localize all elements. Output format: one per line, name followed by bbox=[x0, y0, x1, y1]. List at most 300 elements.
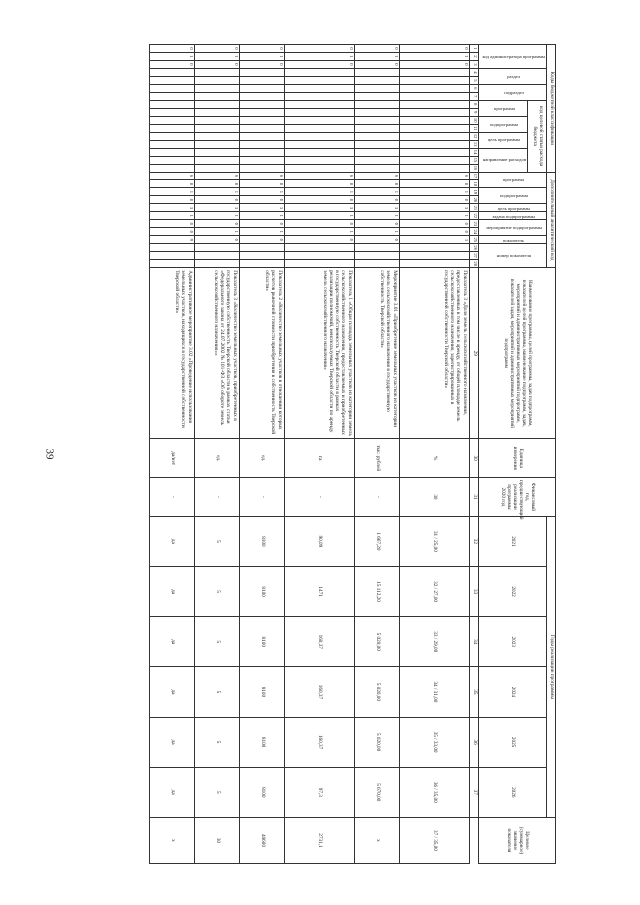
analytic-code-cell bbox=[399, 252, 469, 260]
code-cell bbox=[239, 108, 284, 116]
a-pokazatel-header: показатель bbox=[478, 236, 547, 244]
row-unit: ед. bbox=[194, 439, 239, 478]
analytic-code-cell bbox=[239, 244, 284, 252]
code-cell bbox=[149, 68, 194, 76]
analytic-code-cell bbox=[149, 260, 194, 268]
analytic-code-cell: 1 bbox=[149, 188, 194, 196]
analytic-code-cell: 3 bbox=[239, 204, 284, 212]
code-cell bbox=[354, 84, 399, 92]
analytic-code-cell bbox=[354, 244, 399, 252]
column-number-cell: 29 bbox=[469, 268, 478, 439]
analytic-code-cell bbox=[399, 244, 469, 252]
column-number-cell: 30 bbox=[469, 439, 478, 478]
analytic-code-cell: 0 bbox=[239, 196, 284, 204]
row-unit: ед. bbox=[239, 439, 284, 478]
row-year-value: 34 / 31,00 bbox=[399, 667, 469, 717]
code-cell bbox=[239, 100, 284, 108]
row-year-value: 5 bbox=[194, 667, 239, 717]
analytic-code-cell bbox=[239, 260, 284, 268]
column-number-cell: 14 bbox=[469, 148, 478, 156]
cel-programmy-header: цель программы bbox=[478, 132, 527, 148]
column-number-cell: 11 bbox=[469, 124, 478, 132]
row-year-value: да bbox=[149, 667, 194, 717]
column-number-cell: 4 bbox=[469, 68, 478, 76]
a-nomer-header: номер показателя bbox=[478, 244, 547, 268]
analytic-code-cell: 1 bbox=[194, 212, 239, 220]
code-cell bbox=[354, 116, 399, 124]
code-cell bbox=[354, 156, 399, 164]
code-cell bbox=[239, 124, 284, 132]
column-number-cell: 16 bbox=[469, 164, 478, 172]
code-cell bbox=[194, 124, 239, 132]
row-year-value: 160,37 bbox=[284, 617, 354, 667]
budget-table bbox=[149, 44, 556, 864]
code-cell bbox=[284, 148, 354, 156]
row-year-value: 5 020,00 bbox=[354, 617, 399, 667]
code-cell bbox=[399, 84, 469, 92]
table-row bbox=[149, 45, 194, 864]
column-number-cell: 33 bbox=[469, 566, 478, 616]
analytic-code-cell: 6 bbox=[354, 172, 399, 180]
code-cell bbox=[239, 84, 284, 92]
row-year-value: 5 bbox=[194, 767, 239, 817]
analytic-code-cell: 0 bbox=[194, 236, 239, 244]
table-row bbox=[194, 45, 239, 864]
row-year-value: 160,37 bbox=[284, 667, 354, 717]
row-target-value: х bbox=[354, 817, 399, 863]
code-cell bbox=[399, 148, 469, 156]
column-number-cell: 18 bbox=[469, 180, 478, 188]
admin-code-header: код администратора программы bbox=[478, 45, 547, 69]
row-target-value: 30 bbox=[194, 817, 239, 863]
code-cell: 1 bbox=[399, 52, 469, 60]
row-year-value: да bbox=[149, 717, 194, 767]
codes-group-header: Коды бюджетной классификации bbox=[547, 45, 556, 173]
row-unit: га bbox=[284, 439, 354, 478]
column-number-cell: 21 bbox=[469, 204, 478, 212]
code-cell bbox=[354, 164, 399, 172]
analytic-code-cell: 3 bbox=[194, 204, 239, 212]
podprogramma-header: подпрограмма bbox=[478, 116, 527, 132]
analytic-code-cell: 0 bbox=[194, 220, 239, 228]
row-target-value: 37 / 35,00 bbox=[399, 817, 469, 863]
row-year-value: 8100 bbox=[239, 717, 284, 767]
code-cell bbox=[399, 92, 469, 100]
budget-table-rotated bbox=[96, 44, 556, 864]
analytic-code-cell bbox=[284, 260, 354, 268]
analytic-code-cell: 0 bbox=[149, 220, 194, 228]
year-2022-header: 2022 bbox=[478, 566, 547, 616]
analytic-code-cell: 0 bbox=[284, 220, 354, 228]
row-year-value: да bbox=[149, 617, 194, 667]
analytic-code-cell bbox=[399, 260, 469, 268]
analytic-code-cell: 9 bbox=[149, 236, 194, 244]
table-row bbox=[239, 45, 284, 864]
code-cell bbox=[399, 132, 469, 140]
analytic-code-cell bbox=[194, 244, 239, 252]
column-number-cell: 15 bbox=[469, 156, 478, 164]
analytic-code-cell: 1 bbox=[194, 228, 239, 236]
code-cell bbox=[399, 156, 469, 164]
code-cell bbox=[149, 132, 194, 140]
code-cell bbox=[284, 132, 354, 140]
column-number-cell: 20 bbox=[469, 196, 478, 204]
column-number-cell: 12 bbox=[469, 132, 478, 140]
analytic-code-cell bbox=[194, 260, 239, 268]
analytic-code-cell bbox=[149, 252, 194, 260]
row-unit: тыс. рублей bbox=[354, 439, 399, 478]
code-cell bbox=[354, 108, 399, 116]
code-cell bbox=[399, 116, 469, 124]
column-number-cell: 6 bbox=[469, 84, 478, 92]
row-year-value: 31 / 25,00 bbox=[399, 516, 469, 566]
code-cell bbox=[149, 76, 194, 84]
code-cell: 0 bbox=[354, 45, 399, 53]
row-2020-value: - bbox=[239, 478, 284, 517]
analytic-group-header: Дополнительный аналитический код bbox=[547, 172, 556, 268]
analytic-code-cell: 6 bbox=[284, 172, 354, 180]
table-row bbox=[354, 45, 399, 864]
analytic-code-cell: 0 bbox=[284, 236, 354, 244]
code-cell: 1 bbox=[284, 52, 354, 60]
row-2020-value: 30 bbox=[399, 478, 469, 517]
name-column-header: Наименование программы, целей программы, задач подпрограмм, показателей целей программы, наименование подпрограмм, задач, мероприятий и административных мероприятий подпрограмм, показателей задач, мероприятий и административных мероприятий подпрограмм bbox=[478, 268, 555, 439]
column-number-cell: 2 bbox=[469, 52, 478, 60]
analytic-code-cell: 0 bbox=[354, 236, 399, 244]
code-cell: 0 bbox=[194, 60, 239, 68]
column-number-cell: 36 bbox=[469, 717, 478, 767]
column-number-cell: 7 bbox=[469, 92, 478, 100]
a-programma-header: программа bbox=[478, 172, 547, 188]
code-cell bbox=[284, 116, 354, 124]
row-name: Мероприятие 3.01 «Приобретение земельных участков из категории земель сельскохозяйственного назначения в государственную собственность Тверской области» bbox=[354, 268, 399, 439]
row-year-value: 97,3 bbox=[284, 767, 354, 817]
code-cell bbox=[354, 100, 399, 108]
code-cell bbox=[149, 156, 194, 164]
code-cell bbox=[239, 140, 284, 148]
row-2020-value: - bbox=[284, 478, 354, 517]
analytic-code-cell: 0 bbox=[399, 220, 469, 228]
code-cell: 0 bbox=[284, 60, 354, 68]
analytic-code-cell: 1 bbox=[149, 212, 194, 220]
row-year-value: 5 020,00 bbox=[354, 717, 399, 767]
row-year-value: 5 bbox=[194, 566, 239, 616]
row-name: Показатель 3 «Количество земельных участков, приобретенных в государственную собственность Тверской области в рамках статьи «Федерального закона от 24.07.2002 № 101-ФЗ «Об обороте земель сельскохозяйственного назначения»» bbox=[194, 268, 239, 439]
column-number-cell: 23 bbox=[469, 220, 478, 228]
row-unit: % bbox=[399, 439, 469, 478]
napravlenie-header: направление расходов bbox=[478, 148, 527, 172]
analytic-code-cell: 3 bbox=[284, 204, 354, 212]
column-number-cell: 35 bbox=[469, 667, 478, 717]
row-year-value: 8100 bbox=[239, 516, 284, 566]
podrazdel-header: подраздел bbox=[478, 84, 547, 100]
a-cel-header: цель программы bbox=[478, 204, 547, 212]
row-year-value: да bbox=[149, 767, 194, 817]
code-cell bbox=[354, 124, 399, 132]
analytic-code-cell bbox=[284, 252, 354, 260]
column-number-cell: 27 bbox=[469, 252, 478, 260]
code-cell bbox=[194, 100, 239, 108]
row-2020-value: - bbox=[194, 478, 239, 517]
analytic-code-cell: 8 bbox=[284, 180, 354, 188]
row-name: Показатель 3 «Доля земель сельскохозяйственного назначения, предоставленных в том числе в аренду, от общей площади земель сельскохозяйственного назначения, зарегистрированных в государственной собственности Тверской области» bbox=[399, 268, 469, 439]
row-year-value: 36 / 35,00 bbox=[399, 767, 469, 817]
code-cell bbox=[354, 92, 399, 100]
analytic-code-cell: 0 bbox=[354, 196, 399, 204]
analytic-code-cell: 1 bbox=[284, 228, 354, 236]
analytic-code-cell: 8 bbox=[399, 180, 469, 188]
row-year-value: 5 670,00 bbox=[354, 767, 399, 817]
analytic-code-cell bbox=[354, 260, 399, 268]
code-cell bbox=[239, 116, 284, 124]
row-name: Административное мероприятие 3.02 «Проведение использования земельных участков, находящихся в государственной собственности Тверской области» bbox=[149, 268, 194, 439]
code-cell bbox=[149, 84, 194, 92]
column-number-cell: 13 bbox=[469, 140, 478, 148]
code-cell: 0 bbox=[239, 60, 284, 68]
table-row bbox=[284, 45, 354, 864]
column-numbers-row bbox=[469, 45, 478, 864]
code-cell bbox=[399, 108, 469, 116]
row-name: Показатель 1 «Общая площадь земельных участков из категории земель сельскохозяйственного назначения, предоставляемых и приобретенных в государственную собственность Тверской области в рамках реализации полномочий, неиспользуемых Тверской области по аренду земель сельскохозяйственного назначения» bbox=[284, 268, 354, 439]
analytic-code-cell: 0 bbox=[239, 220, 284, 228]
csr-group-header: код целевой статьи расхода бюджета bbox=[527, 100, 546, 172]
row-2020-value: - bbox=[149, 478, 194, 517]
analytic-code-cell: 0 bbox=[149, 228, 194, 236]
code-cell bbox=[354, 148, 399, 156]
code-cell bbox=[194, 92, 239, 100]
code-cell bbox=[194, 164, 239, 172]
analytic-code-cell: 0 bbox=[399, 228, 469, 236]
page-number: 39 bbox=[43, 448, 56, 460]
code-cell: 0 bbox=[284, 45, 354, 53]
column-number-cell: 31 bbox=[469, 478, 478, 517]
row-year-value: да bbox=[149, 566, 194, 616]
column-number-cell: 25 bbox=[469, 236, 478, 244]
code-cell: 1 bbox=[149, 52, 194, 60]
code-cell bbox=[149, 140, 194, 148]
code-cell bbox=[284, 124, 354, 132]
code-cell bbox=[194, 76, 239, 84]
analytic-code-cell: 6 bbox=[399, 172, 469, 180]
analytic-code-cell: 1 bbox=[239, 212, 284, 220]
code-cell bbox=[149, 100, 194, 108]
code-cell: 0 bbox=[399, 45, 469, 53]
column-number-cell: 5 bbox=[469, 76, 478, 84]
row-year-value: да bbox=[149, 516, 194, 566]
row-year-value: 33 / 29,00 bbox=[399, 617, 469, 667]
analytic-code-cell: 0 bbox=[399, 196, 469, 204]
column-number-cell: 19 bbox=[469, 188, 478, 196]
analytic-code-cell bbox=[284, 244, 354, 252]
code-cell bbox=[354, 132, 399, 140]
column-number-cell: 28 bbox=[469, 260, 478, 268]
code-cell bbox=[399, 124, 469, 132]
a-zadacha-header: задача подпрограммы bbox=[478, 212, 547, 220]
column-number-cell: 37 bbox=[469, 767, 478, 817]
year-2021-header: 2021 bbox=[478, 516, 547, 566]
analytic-code-cell: 8 bbox=[149, 180, 194, 188]
code-cell bbox=[194, 140, 239, 148]
analytic-code-cell: 1 bbox=[239, 188, 284, 196]
code-cell bbox=[194, 116, 239, 124]
analytic-code-cell: 1 bbox=[239, 228, 284, 236]
years-group-header: Годы реализации программы bbox=[547, 516, 556, 817]
row-year-value: 1 667,20 bbox=[354, 516, 399, 566]
analytic-code-cell: 0 bbox=[354, 220, 399, 228]
column-number-cell: 34 bbox=[469, 617, 478, 667]
code-cell: 0 bbox=[239, 45, 284, 53]
fin-2020-header: Финансовый год, предшествующий реализации программы 2020 год bbox=[478, 478, 555, 517]
code-cell bbox=[149, 164, 194, 172]
column-number-cell: 26 bbox=[469, 244, 478, 252]
analytic-code-cell: 8 bbox=[194, 180, 239, 188]
year-2025-header: 2025 bbox=[478, 717, 547, 767]
code-cell bbox=[399, 100, 469, 108]
code-cell bbox=[194, 156, 239, 164]
analytic-code-cell: 8 bbox=[239, 180, 284, 188]
code-cell: 0 bbox=[399, 60, 469, 68]
column-number-cell: 9 bbox=[469, 108, 478, 116]
analytic-code-cell: 0 bbox=[149, 196, 194, 204]
row-year-value: 35 / 33,00 bbox=[399, 717, 469, 767]
year-2023-header: 2023 bbox=[478, 617, 547, 667]
row-year-value: 90,09 bbox=[284, 516, 354, 566]
analytic-code-cell: 3 bbox=[399, 236, 469, 244]
code-cell: 0 bbox=[354, 60, 399, 68]
analytic-code-cell: 0 bbox=[284, 196, 354, 204]
analytic-code-cell: 6 bbox=[239, 172, 284, 180]
code-cell bbox=[239, 92, 284, 100]
analytic-code-cell: 8 bbox=[354, 180, 399, 188]
analytic-code-cell: 3 bbox=[399, 204, 469, 212]
code-cell bbox=[284, 140, 354, 148]
code-cell bbox=[284, 164, 354, 172]
code-cell bbox=[284, 84, 354, 92]
analytic-code-cell: 6 bbox=[149, 172, 194, 180]
analytic-code-cell: 1 bbox=[354, 188, 399, 196]
code-cell bbox=[239, 68, 284, 76]
code-cell: 1 bbox=[239, 52, 284, 60]
row-year-value: 32 / 27,00 bbox=[399, 566, 469, 616]
analytic-code-cell: 1 bbox=[354, 212, 399, 220]
row-year-value: 8100 bbox=[239, 566, 284, 616]
year-2024-header: 2024 bbox=[478, 667, 547, 717]
year-2026-header: 2026 bbox=[478, 767, 547, 817]
code-cell bbox=[194, 108, 239, 116]
code-cell bbox=[239, 148, 284, 156]
row-year-value: 8100 bbox=[239, 617, 284, 667]
row-target-value: 2731,1 bbox=[284, 817, 354, 863]
column-number-cell: 32 bbox=[469, 516, 478, 566]
code-cell bbox=[284, 68, 354, 76]
code-cell bbox=[239, 132, 284, 140]
code-cell bbox=[194, 148, 239, 156]
unit-column-header: Единица измерения bbox=[478, 439, 555, 478]
analytic-code-cell: 1 bbox=[399, 212, 469, 220]
code-cell: 0 bbox=[149, 60, 194, 68]
code-cell bbox=[149, 108, 194, 116]
column-number-cell: 1 bbox=[469, 45, 478, 53]
analytic-code-cell: 3 bbox=[354, 204, 399, 212]
row-unit: да/нет bbox=[149, 439, 194, 478]
analytic-code-cell bbox=[194, 252, 239, 260]
code-cell bbox=[354, 68, 399, 76]
code-cell bbox=[399, 140, 469, 148]
code-cell bbox=[194, 68, 239, 76]
code-cell bbox=[399, 68, 469, 76]
a-podprogramma-header: подпрограмма bbox=[478, 188, 547, 204]
code-cell bbox=[239, 164, 284, 172]
code-cell bbox=[149, 124, 194, 132]
column-number-cell: 10 bbox=[469, 116, 478, 124]
row-year-value: 5 020,00 bbox=[354, 667, 399, 717]
programma-header: программа bbox=[478, 100, 527, 116]
code-cell: 0 bbox=[149, 45, 194, 53]
analytic-code-cell: 1 bbox=[194, 188, 239, 196]
analytic-code-cell: 1 bbox=[354, 228, 399, 236]
row-year-value: 5 bbox=[194, 717, 239, 767]
analytic-code-cell bbox=[354, 252, 399, 260]
analytic-code-cell bbox=[239, 252, 284, 260]
row-year-value: 1471 bbox=[284, 566, 354, 616]
code-cell bbox=[149, 148, 194, 156]
a-meropriyatie-header: мероприятие подпрограммы bbox=[478, 220, 547, 236]
column-number-cell: 3 bbox=[469, 60, 478, 68]
code-cell bbox=[239, 76, 284, 84]
analytic-code-cell: 1 bbox=[284, 212, 354, 220]
analytic-code-cell: 6 bbox=[194, 172, 239, 180]
code-cell: 1 bbox=[194, 52, 239, 60]
column-number-cell: 24 bbox=[469, 228, 478, 236]
row-year-value: 8100 bbox=[239, 667, 284, 717]
row-year-value: 160,37 bbox=[284, 717, 354, 767]
row-year-value: 8100 bbox=[239, 767, 284, 817]
column-number-cell: 8 bbox=[469, 100, 478, 108]
row-year-value: 5 bbox=[194, 516, 239, 566]
code-cell bbox=[354, 76, 399, 84]
code-cell: 0 bbox=[194, 45, 239, 53]
analytic-code-cell bbox=[149, 244, 194, 252]
row-target-value: 48600 bbox=[239, 817, 284, 863]
code-cell bbox=[194, 84, 239, 92]
code-cell bbox=[149, 116, 194, 124]
table-row bbox=[399, 45, 469, 864]
code-cell bbox=[399, 164, 469, 172]
code-cell bbox=[149, 92, 194, 100]
code-cell bbox=[239, 156, 284, 164]
code-cell bbox=[284, 100, 354, 108]
analytic-code-cell: 1 bbox=[284, 188, 354, 196]
row-name: Показатель 2 «Количество земельных участков в отношении которых расчетов рыночной стоимости приобретения в собственность Тверской области» bbox=[239, 268, 284, 439]
analytic-code-cell: 3 bbox=[149, 204, 194, 212]
row-year-value: 5 bbox=[194, 617, 239, 667]
code-cell bbox=[284, 108, 354, 116]
code-cell: 1 bbox=[354, 52, 399, 60]
analytic-code-cell: 0 bbox=[194, 196, 239, 204]
row-year-value: 15 112,20 bbox=[354, 566, 399, 616]
code-cell bbox=[194, 132, 239, 140]
code-cell bbox=[284, 156, 354, 164]
code-cell bbox=[354, 140, 399, 148]
razdel-header: раздел bbox=[478, 68, 547, 84]
row-target-value: х bbox=[149, 817, 194, 863]
code-cell bbox=[284, 76, 354, 84]
analytic-code-cell: 0 bbox=[239, 236, 284, 244]
target-column-header: Целевое (суммарное) значение показателя bbox=[478, 817, 555, 863]
code-cell bbox=[399, 76, 469, 84]
column-number-cell: 17 bbox=[469, 172, 478, 180]
row-2020-value: - bbox=[354, 478, 399, 517]
